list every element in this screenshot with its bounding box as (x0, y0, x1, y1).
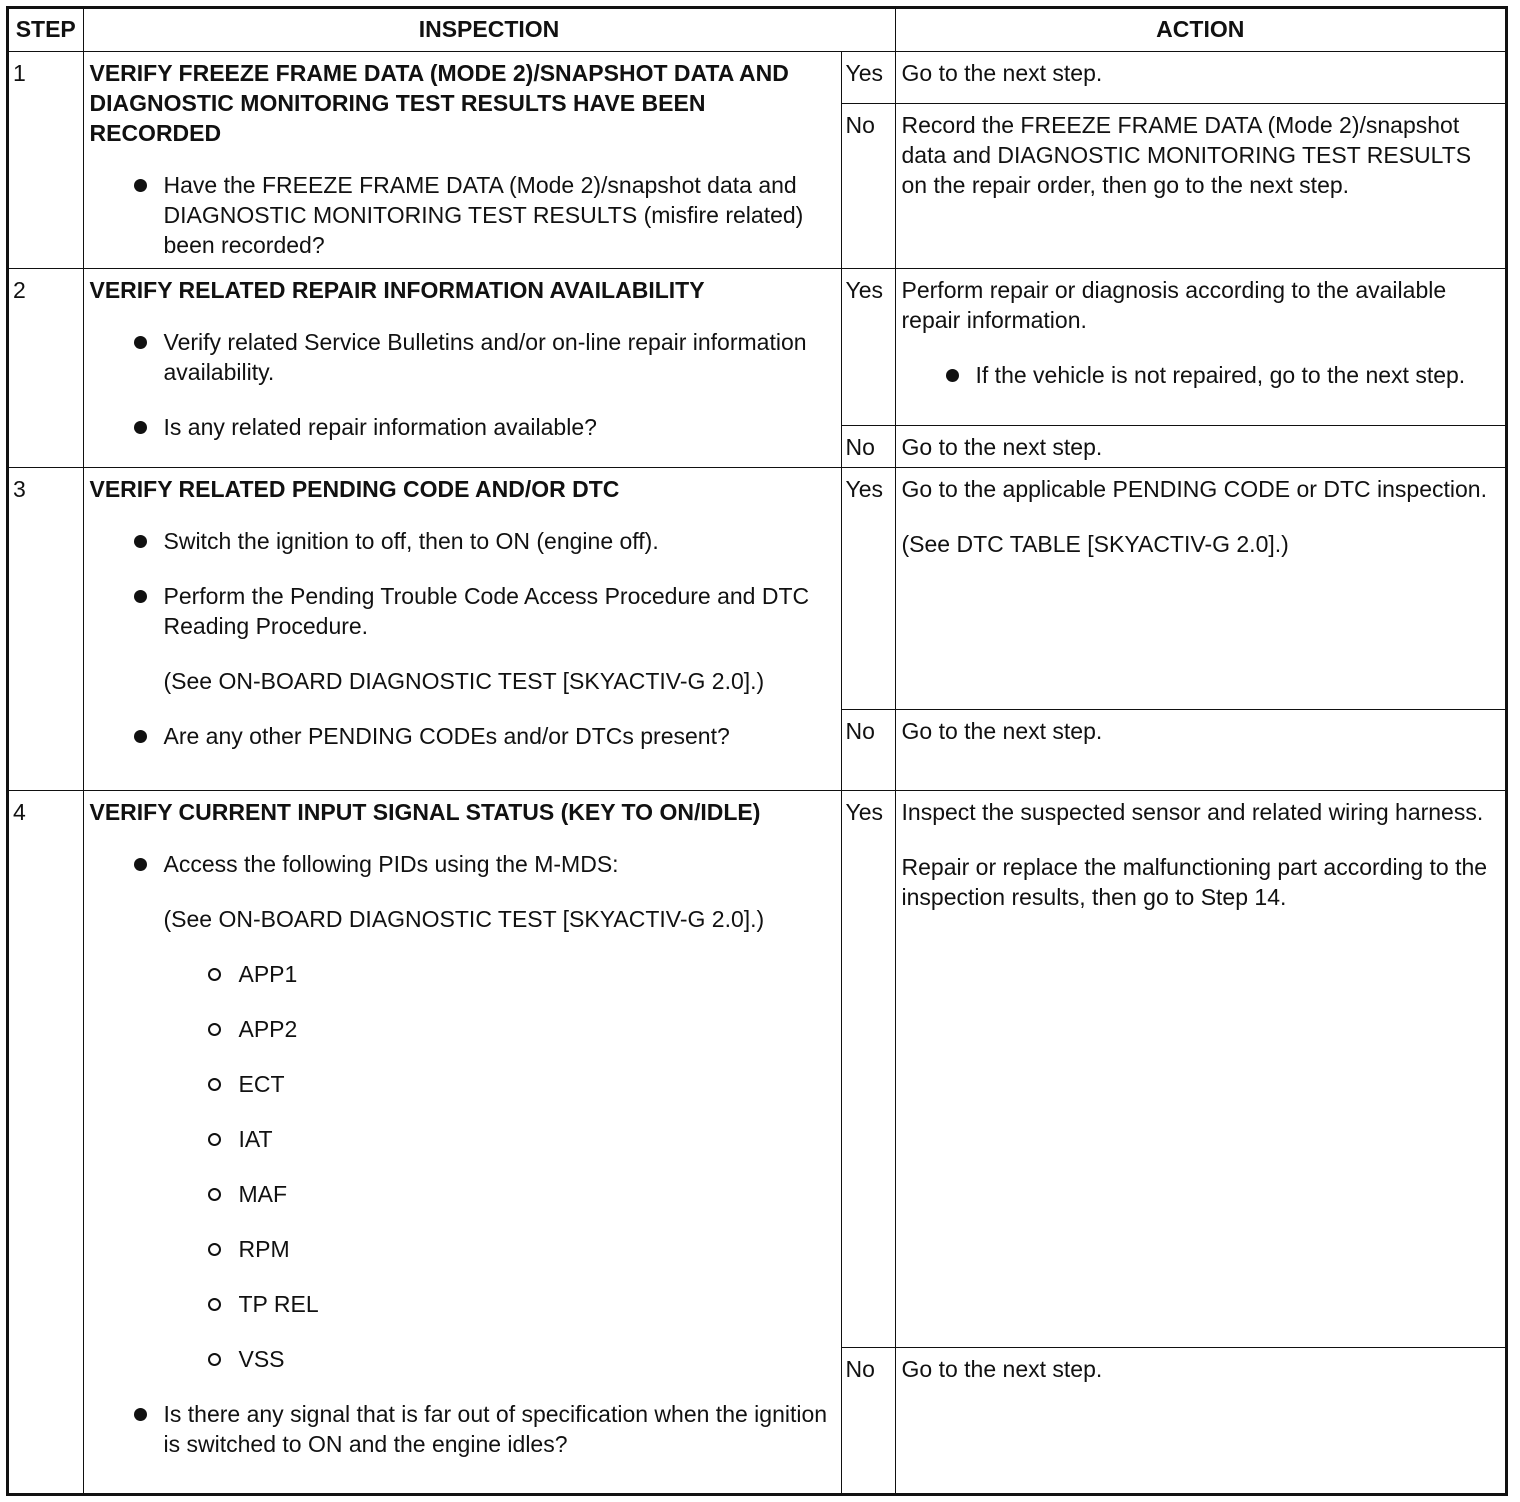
reference-note: (See ON-BOARD DIAGNOSTIC TEST [SKYACTIV-G 2.0].) (163, 906, 765, 932)
no-label: No (841, 426, 895, 468)
step-row (9, 52, 1505, 104)
circle-bullet-icon (208, 1023, 221, 1036)
inspection-bullet (90, 581, 835, 696)
action-text: Go to the next step. (901, 60, 1103, 86)
bullet-dot-icon (946, 369, 959, 382)
bullet-dot-icon (134, 1408, 147, 1421)
pid-name: MAF (238, 1181, 288, 1207)
inspection-cell (83, 269, 841, 468)
reference-note: (See DTC TABLE [SKYACTIV-G 2.0].) (901, 531, 1289, 557)
bullet-dot-icon (134, 179, 147, 192)
circle-bullet-icon (208, 1133, 221, 1146)
inspection-bullet-list (90, 849, 835, 1459)
no-action (895, 426, 1505, 468)
circle-bullet-icon (208, 1353, 221, 1366)
header-row (9, 9, 1505, 52)
step-row (9, 269, 1505, 426)
yes-label: Yes (841, 468, 895, 710)
inspection-cell (83, 791, 841, 1495)
action-bullet-list (902, 360, 1500, 390)
inspection-bullet-list (90, 526, 835, 751)
pid-name: VSS (238, 1346, 285, 1372)
diagnostic-table (9, 9, 1505, 1495)
pid-item (164, 1344, 835, 1374)
inspection-title: VERIFY FREEZE FRAME DATA (MODE 2)/SNAPSHOT DATA AND DIAGNOSTIC MONITORING TEST RESULTS HAVE BEEN RECORDED (89, 60, 789, 146)
bullet-dot-icon (134, 590, 147, 603)
inspection-bullet (90, 1399, 835, 1459)
action-text: Go to the next step. (901, 1356, 1103, 1382)
step-row (9, 791, 1505, 1348)
inspection-title: VERIFY RELATED PENDING CODE AND/OR DTC (89, 476, 620, 502)
no-action (895, 1348, 1505, 1495)
action-text: Repair or replace the malfunctioning part according to the inspection results, then go to Step 14. (901, 854, 1488, 910)
action-text: Perform repair or diagnosis according to the available repair information. (901, 277, 1447, 333)
pid-item (164, 1014, 835, 1044)
step-number: 3 (9, 468, 83, 791)
bullet-text: Switch the ignition to off, then to ON (engine off). (163, 528, 659, 554)
inspection-bullet (90, 170, 835, 260)
bullet-text: Is there any signal that is far out of specification when the ignition is switched to ON and the engine idles? (163, 1401, 828, 1457)
yes-action (895, 468, 1505, 710)
action-header: ACTION (895, 9, 1505, 52)
pid-name: TP REL (238, 1291, 319, 1317)
yes-label: Yes (841, 269, 895, 426)
inspection-title: VERIFY CURRENT INPUT SIGNAL STATUS (KEY TO ON/IDLE) (89, 799, 761, 825)
pid-name: RPM (238, 1236, 290, 1262)
inspection-bullet (90, 526, 835, 556)
diagnostic-procedure-sheet (6, 6, 1508, 1496)
bullet-text: Have the FREEZE FRAME DATA (Mode 2)/snapshot data and DIAGNOSTIC MONITORING TEST RESULTS (misfire related) been recorded? (163, 172, 804, 258)
inspection-bullet (90, 327, 835, 387)
yes-action (895, 791, 1505, 1348)
inspection-bullet (90, 412, 835, 442)
bullet-text: Are any other PENDING CODEs and/or DTCs present? (163, 723, 730, 749)
inspection-bullet-list (90, 170, 835, 260)
no-action (895, 710, 1505, 791)
inspection-bullet (90, 849, 835, 1374)
action-text: Inspect the suspected sensor and related wiring harness. (901, 799, 1484, 825)
inspection-title: VERIFY RELATED REPAIR INFORMATION AVAILABILITY (89, 277, 705, 303)
action-bullet (902, 360, 1500, 390)
inspection-bullet (90, 721, 835, 751)
pid-name: IAT (238, 1126, 273, 1152)
pid-item (164, 1289, 835, 1319)
bullet-dot-icon (134, 730, 147, 743)
action-text: Record the FREEZE FRAME DATA (Mode 2)/snapshot data and DIAGNOSTIC MONITORING TEST RESULTS on the repair order, then go to the next step. (901, 112, 1472, 198)
bullet-text: If the vehicle is not repaired, go to the next step. (975, 362, 1466, 388)
pid-item (164, 959, 835, 989)
step-number: 4 (9, 791, 83, 1495)
bullet-dot-icon (134, 535, 147, 548)
step-number: 2 (9, 269, 83, 468)
pid-item (164, 1179, 835, 1209)
circle-bullet-icon (208, 1078, 221, 1091)
inspection-cell (83, 52, 841, 269)
step-row (9, 468, 1505, 710)
step-number: 1 (9, 52, 83, 269)
pid-item (164, 1069, 835, 1099)
yes-action (895, 269, 1505, 426)
inspection-header: INSPECTION (83, 9, 895, 52)
inspection-bullet-list (90, 327, 835, 442)
inspection-cell (83, 468, 841, 791)
bullet-dot-icon (134, 336, 147, 349)
reference-note: (See ON-BOARD DIAGNOSTIC TEST [SKYACTIV-G 2.0].) (163, 668, 765, 694)
circle-bullet-icon (208, 1243, 221, 1256)
bullet-dot-icon (134, 421, 147, 434)
pid-name: APP2 (238, 1016, 298, 1042)
yes-label: Yes (841, 791, 895, 1348)
circle-bullet-icon (208, 1298, 221, 1311)
no-label: No (841, 1348, 895, 1495)
bullet-text: Verify related Service Bulletins and/or on-line repair information availability. (163, 329, 807, 385)
circle-bullet-icon (208, 1188, 221, 1201)
yes-action (895, 52, 1505, 104)
pid-item (164, 1234, 835, 1264)
pid-item (164, 1124, 835, 1154)
pid-list (164, 959, 835, 1374)
no-label: No (841, 104, 895, 269)
circle-bullet-icon (208, 968, 221, 981)
step-header: STEP (9, 9, 83, 52)
action-text: Go to the applicable PENDING CODE or DTC inspection. (901, 476, 1487, 502)
pid-name: APP1 (238, 961, 298, 987)
bullet-text: Access the following PIDs using the M-MDS: (163, 851, 619, 877)
no-label: No (841, 710, 895, 791)
bullet-text: Is any related repair information available? (163, 414, 597, 440)
no-action (895, 104, 1505, 269)
action-text: Go to the next step. (901, 718, 1103, 744)
bullet-text: Perform the Pending Trouble Code Access Procedure and DTC Reading Procedure. (163, 583, 810, 639)
yes-label: Yes (841, 52, 895, 104)
pid-name: ECT (238, 1071, 285, 1097)
bullet-dot-icon (134, 858, 147, 871)
action-text: Go to the next step. (901, 434, 1103, 460)
